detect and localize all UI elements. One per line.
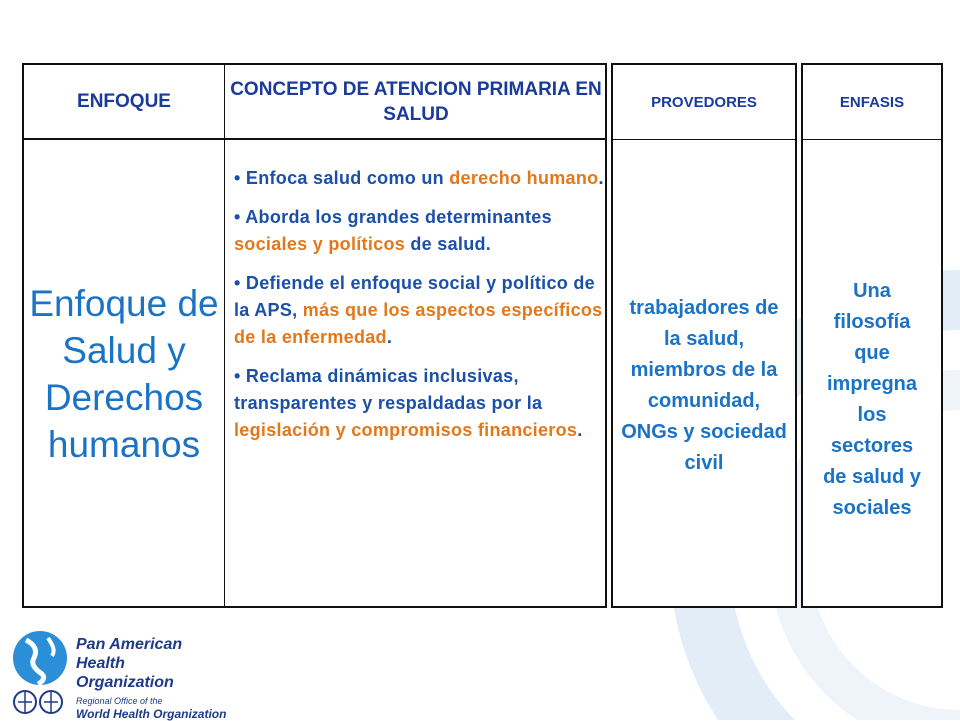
proveedores-header: PROVEDORES [613, 65, 795, 140]
header-enfoque: ENFOQUE [77, 90, 171, 112]
globe-emblem-icon [8, 628, 72, 716]
logo-text: Pan American Health Organization Regional Office of the World Health Organization [76, 636, 227, 721]
list-item: • Aborda los grandes determinantes sociales y políticos de salud. [234, 207, 552, 254]
proveedores-column [611, 63, 797, 608]
list-item: • Enfoca salud como un derecho humano. [234, 168, 604, 188]
column-divider [224, 65, 225, 606]
enfoque-cell: Enfoque de Salud y Derechos humanos [29, 283, 219, 465]
list-item: • Defiende el enfoque social y político de la APS, más que los aspectos específicos de la enfermedad. [234, 273, 603, 347]
enfasis-header: ENFASIS [803, 65, 941, 140]
list-item: • Reclama dinámicas inclusivas, transparentes y respaldadas por la legislación y compromisos financieros. [234, 366, 583, 440]
concept-bullet-list [234, 165, 604, 456]
header-concepto: CONCEPTO DE ATENCION PRIMARIA EN SALUD [230, 78, 602, 125]
approach-table [22, 63, 607, 608]
paho-logo [8, 628, 238, 720]
proveedores-body: trabajadores de la salud, miembros de la comunidad, ONGs y sociedad civil [621, 297, 787, 474]
enfasis-body: Una filosofía que impregna los sectores de salud y sociales [823, 280, 921, 519]
enfasis-column [801, 63, 943, 608]
